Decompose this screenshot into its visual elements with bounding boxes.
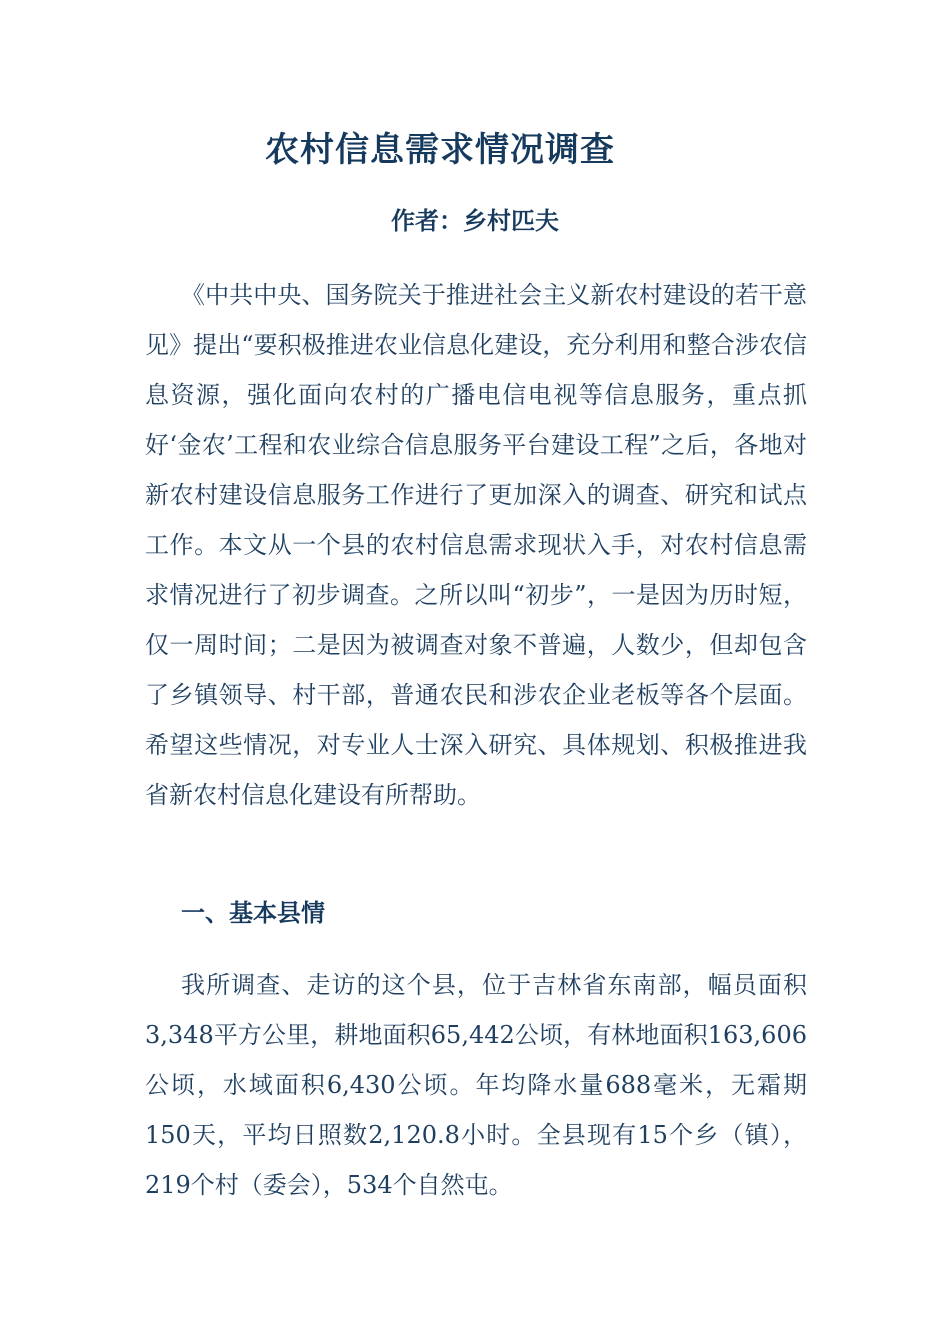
section-heading: 一、基本县情 <box>181 899 325 927</box>
document-title: 农村信息需求情况调查 <box>265 130 615 170</box>
document-author: 作者：乡村匹夫 <box>391 207 559 235</box>
intro-paragraph: 《中共中央、国务院关于推进社会主义新农村建设的若干意见》提出“要积极推进农业信息化建设，充分利用和整合涉农信息资源，强化面向农村的广播电信电视等信息服务，重点抓好‘金农’工程和农业综合信息服务平台建设工程”之后，各地对新农村建设信息服务工作进行了更加深入的调查、研究和试点工作。本文从一个县的农村信息需求现状入手，对农村信息需求情况进行了初步调查。之所以叫“初步”，一是因为历时短，仅一周时间；二是因为被调查对象不普遍，人数少，但却包含了乡镇领导、村干部，普通农民和涉农企业老板等各个层面。希望这些情况，对专业人士深入研究、具体规划、积极推进我省新农村信息化建设有所帮助。 <box>145 281 807 809</box>
section-paragraph: 我所调查、走访的这个县，位于吉林省东南部，幅员面积3,348平方公里，耕地面积65,442公顷，有林地面积163,606公顷，水域面积6,430公顷。年均降水量688毫米，无霜期150天，平均日照数2,120.8小时。全县现有15个乡（镇），219个村（委会），534个自然屯。 <box>145 971 807 1199</box>
